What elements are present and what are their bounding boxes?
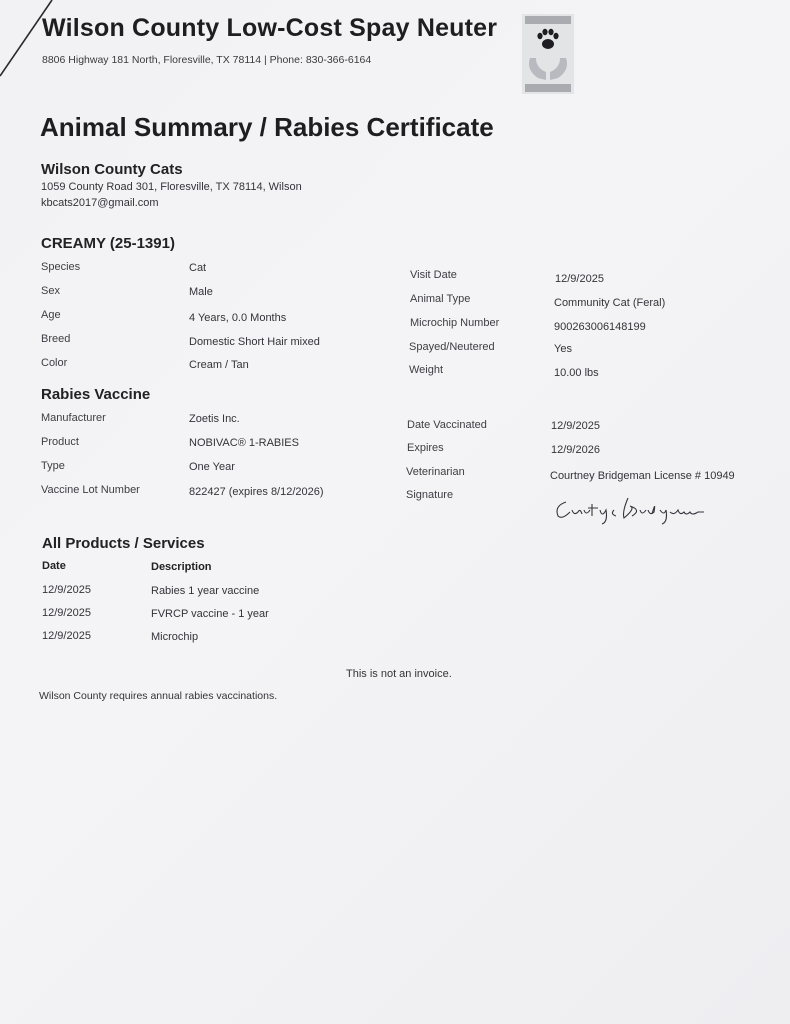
color-value: Cream / Tan: [189, 359, 249, 371]
rabies-requirement-note: Wilson County requires annual rabies vaccinations.: [39, 690, 278, 702]
weight-label: Weight: [409, 364, 444, 376]
microchip-label: Microchip Number: [410, 317, 500, 329]
manufacturer-value: Zoetis Inc.: [189, 413, 240, 425]
breed-label: Breed: [41, 333, 71, 345]
weight-value: 10.00 lbs: [554, 367, 599, 379]
not-invoice-note: This is not an invoice.: [346, 668, 452, 680]
animal-heading: CREAMY (25-1391): [41, 235, 175, 252]
service-row-date: 12/9/2025: [42, 630, 91, 642]
owner-email: kbcats2017@gmail.com: [41, 197, 159, 209]
age-value: 4 Years, 0.0 Months: [189, 312, 287, 324]
lot-number-label: Vaccine Lot Number: [41, 484, 140, 496]
type-value: One Year: [189, 461, 235, 473]
age-label: Age: [41, 309, 61, 321]
service-row-description: Rabies 1 year vaccine: [151, 585, 260, 597]
signature-label: Signature: [406, 489, 454, 501]
visit-date-value: 12/9/2025: [555, 273, 604, 285]
date-vaccinated-label: Date Vaccinated: [407, 419, 487, 431]
owner-address: 1059 County Road 301, Floresville, TX 78114, Wilson: [41, 181, 302, 193]
veterinarian-label: Veterinarian: [406, 466, 465, 478]
breed-value: Domestic Short Hair mixed: [189, 336, 320, 348]
type-label: Type: [41, 460, 65, 472]
services-column-description: Description: [151, 561, 212, 573]
expires-label: Expires: [407, 442, 444, 454]
animal-type-label: Animal Type: [410, 293, 471, 305]
sex-value: Male: [189, 286, 213, 298]
animal-type-value: Community Cat (Feral): [554, 297, 666, 309]
veterinarian-value: Courtney Bridgeman License # 10949: [550, 470, 735, 482]
visit-date-label: Visit Date: [410, 269, 457, 281]
rabies-heading: Rabies Vaccine: [41, 386, 151, 403]
clinic-logo-icon: [522, 14, 574, 94]
service-row-description: FVRCP vaccine - 1 year: [151, 608, 269, 620]
species-label: Species: [41, 261, 81, 273]
clinic-address-phone: 8806 Highway 181 North, Floresville, TX 78114 | Phone: 830-366-6164: [42, 54, 372, 66]
clinic-name: Wilson County Low-Cost Spay Neuter: [42, 14, 498, 42]
service-row-description: Microchip: [151, 631, 199, 643]
product-value: NOBIVAC® 1-RABIES: [189, 437, 299, 449]
services-heading: All Products / Services: [42, 535, 205, 552]
color-label: Color: [41, 357, 68, 369]
document-title: Animal Summary / Rabies Certificate: [40, 112, 494, 142]
expires-value: 12/9/2026: [551, 444, 600, 456]
microchip-value: 900263006148199: [554, 321, 646, 333]
species-value: Cat: [189, 262, 207, 274]
owner-name: Wilson County Cats: [41, 161, 183, 178]
date-vaccinated-value: 12/9/2025: [551, 420, 600, 432]
spayed-neutered-label: Spayed/Neutered: [409, 341, 495, 353]
veterinarian-signature: [552, 492, 712, 526]
spayed-neutered-value: Yes: [554, 343, 572, 355]
service-row-date: 12/9/2025: [42, 584, 91, 596]
service-row-date: 12/9/2025: [42, 607, 91, 619]
manufacturer-label: Manufacturer: [41, 412, 106, 424]
product-label: Product: [41, 436, 79, 448]
lot-number-value: 822427 (expires 8/12/2026): [189, 486, 324, 498]
sex-label: Sex: [41, 285, 60, 297]
services-column-date: Date: [42, 560, 66, 572]
